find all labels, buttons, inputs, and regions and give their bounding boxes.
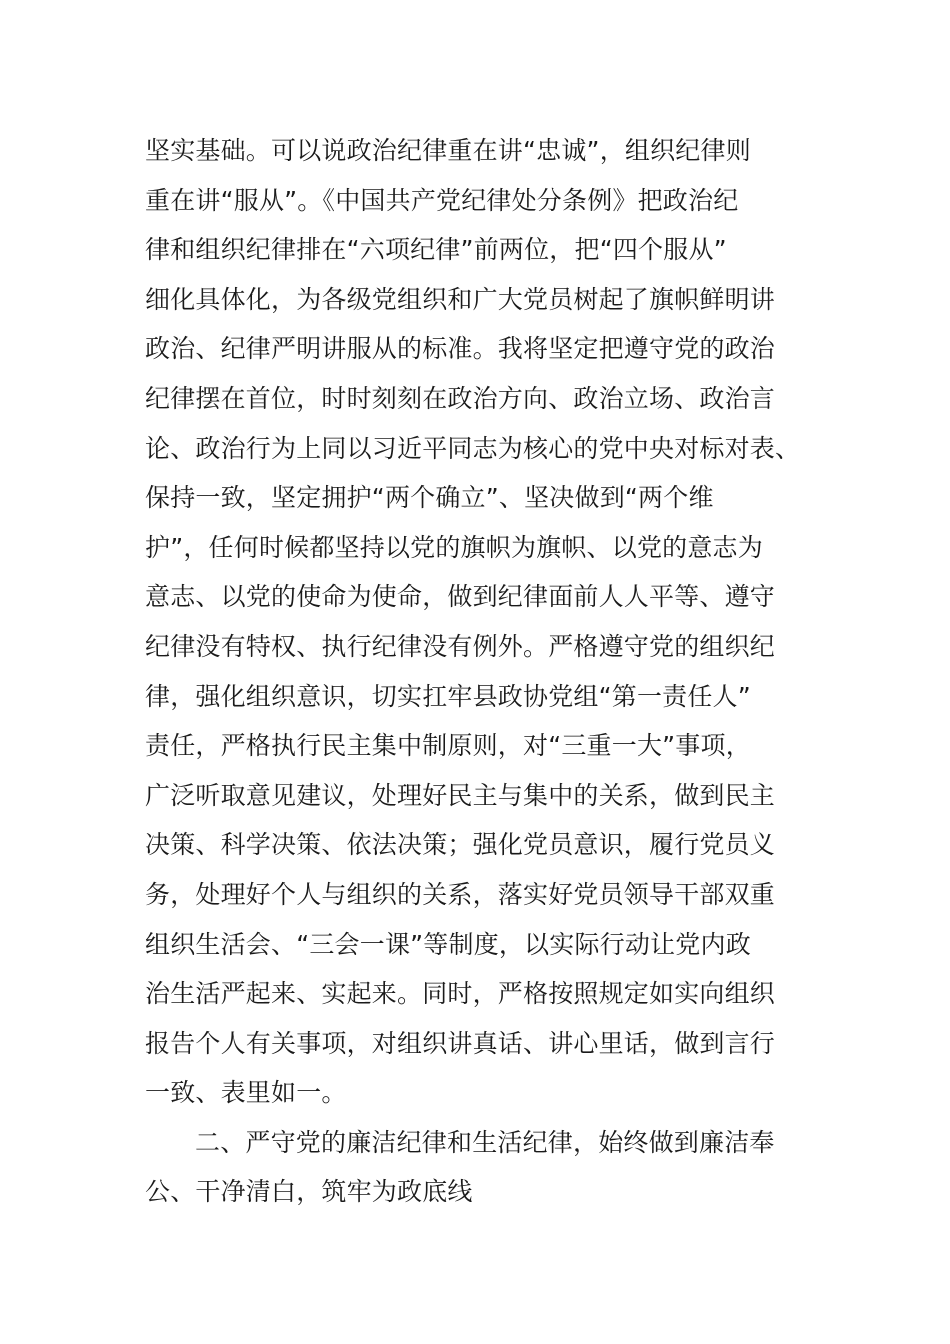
text-line: 意志、以党的使命为使命，做到纪律面前人人平等、遵守 bbox=[145, 582, 776, 612]
text-line: 责任，严格执行民主集中制原则，对“三重一大”事项， bbox=[145, 731, 751, 761]
text-line: 决策、科学决策、依法决策；强化党员意识，履行党员义 bbox=[145, 830, 776, 860]
text-line: 一致、表里如一。 bbox=[145, 1078, 347, 1108]
text-line: 报告个人有关事项，对组织讲真话、讲心里话，做到言行 bbox=[145, 1028, 776, 1058]
text-line: 论、政治行为上同以习近平同志为核心的党中央对标对表、 bbox=[145, 433, 801, 463]
section-heading-line: 公、干净清白，筑牢为政底线 bbox=[145, 1177, 473, 1207]
text-line: 治生活严起来、实起来。同时，严格按照规定如实向组织 bbox=[145, 979, 776, 1009]
text-line: 坚实基础。可以说政治纪律重在讲“忠诚”，组织纪律则 bbox=[145, 136, 751, 165]
text-line: 政治、纪律严明讲服从的标准。我将坚定把遵守党的政治 bbox=[145, 334, 776, 364]
text-line: 保持一致，坚定拥护“两个确立”、坚决做到“两个维 bbox=[145, 483, 714, 513]
section-heading-line: 二、严守党的廉洁纪律和生活纪律，始终做到廉洁奉 bbox=[195, 1127, 775, 1157]
text-line: 律和组织纪律排在“六项纪律”前两位，把“四个服从” bbox=[145, 235, 727, 265]
text-line: 重在讲“服从”。《中国共产党纪律处分条例》把政治纪 bbox=[145, 185, 739, 215]
text-line: 纪律没有特权、执行纪律没有例外。严格遵守党的组织纪 bbox=[145, 631, 776, 661]
text-line: 纪律摆在首位，时时刻刻在政治方向、政治立场、政治言 bbox=[145, 383, 776, 413]
text-line: 广泛听取意见建议，处理好民主与集中的关系，做到民主 bbox=[145, 780, 776, 810]
body-text bbox=[145, 126, 805, 1217]
text-line: 务，处理好个人与组织的关系，落实好党员领导干部双重 bbox=[145, 879, 776, 909]
text-line: 律，强化组织意识，切实扛牢县政协党组“第一责任人” bbox=[145, 681, 751, 711]
text-line: 细化具体化，为各级党组织和广大党员树起了旗帜鲜明讲 bbox=[145, 284, 776, 314]
text-line: 组织生活会、“三会一课”等制度，以实际行动让党内政 bbox=[145, 929, 751, 959]
text-line: 护”，任何时候都坚持以党的旗帜为旗帜、以党的意志为 bbox=[145, 532, 763, 562]
